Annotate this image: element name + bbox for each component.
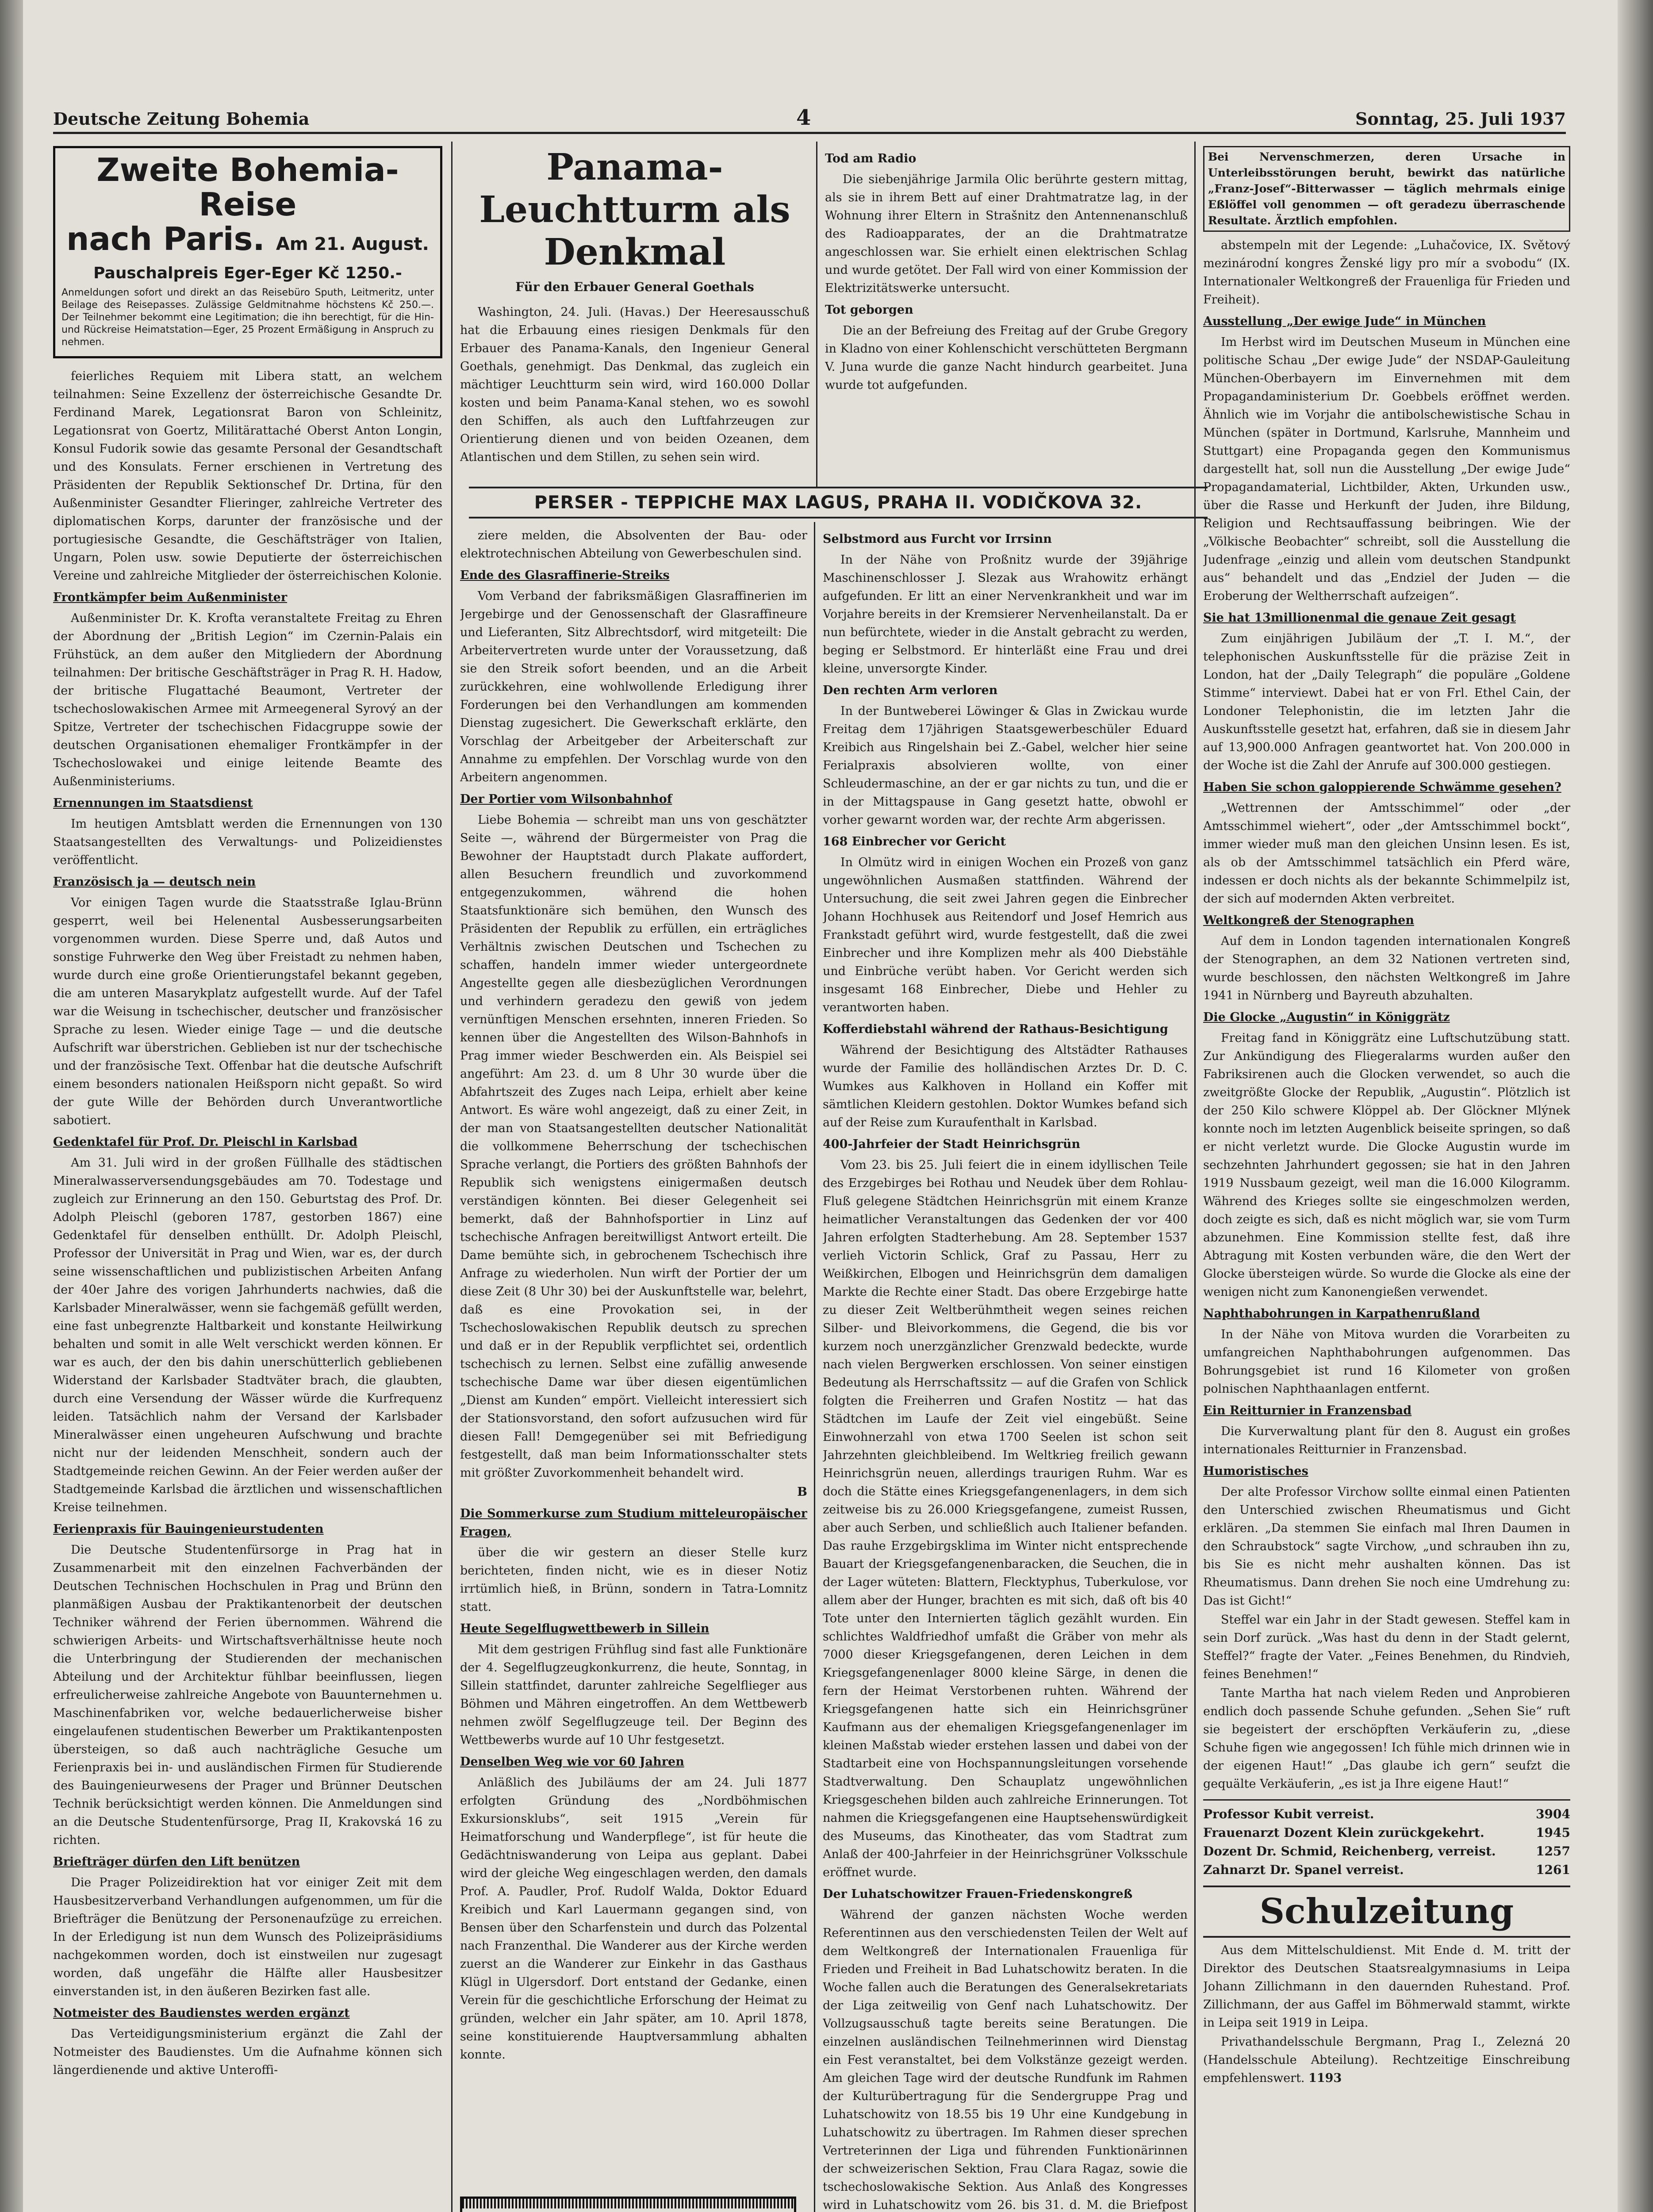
page-number: 4 xyxy=(796,105,811,130)
notice-row xyxy=(1203,1824,1570,1842)
ad-date: Am 21. August. xyxy=(276,234,429,254)
article-text: Aus dem Mittelschuldienst. Mit Ende d. M. tritt der Direktor des Deutschen Staatsrealgymnasiums in Leipa Johann Zillichmann in den dauernden Ruhestand. Prof. Zillichmann, der aus Gaffel im Böhmerwald stammt, wirkte in Leipa seit 1919 in Leipa. xyxy=(1203,1943,1570,2030)
notice-text: Zahnarzt Dr. Spanel verreist. xyxy=(1203,1863,1404,1877)
issue-date: Sonntag, 25. Juli 1937 xyxy=(1355,109,1566,129)
notice-row xyxy=(1203,1861,1570,1879)
article-text: Vom Verband der fabriksmäßigen Glasraffinerien im Jergebirge und der Genossenschaft der Glasraffineure und Lieferanten, Sitz Albrechtsdorf, wird mitgeteilt: Die Arbeitervertreten wurde unter der Voraussetzung, daß sie den Streik sofort beenden, und an die Arbeit zurückkehren, eine wohlwollende Erledigung ihrer Forderungen bei den Verhandlungen am kommenden Dienstag zugesichert. Die Gewerkschaft erklärte, den Vorschlag der Arbeitgeber der Arbeiterschaft zur Annahme zu empfehlen. Der Vorschlag wurde von den Arbeitern angenommen. xyxy=(460,589,807,784)
ad-text: Anmeldungen sofort und direkt an das Reisebüro Sputh, Leitmeritz, unter Beilage des Reisepasses. Zulässige Geldmitnahme höchstens Kč 250.—. Der Teilnehmer bekommt eine Legitimation; die ihn berechtigt, für die Hin- und Rückreise Heimatstation—Eger, 25 Prozent Ermäßigung in Anspruch zu nehmen. xyxy=(61,287,434,348)
notice-number: 1193 xyxy=(1308,2071,1342,2085)
article-heading: Briefträger dürfen den Lift benützen xyxy=(53,1855,300,1869)
article-heading: Heute Segelflugwettbewerb in Sillein xyxy=(460,1622,710,1636)
article-text: Außenminister Dr. K. Krofta veranstaltete Freitag zu Ehren der Abordnung der „British Legion“ im Czernin-Palais ein Frühstück, an dem außer den Mitgliedern der Abordnung teilnahmen: Der britische Geschäftsträger in Prag R. H. Hadow, der britische Flugattaché Beaumont, Vertreter der tschechoslowakischen Armee mit Armeegeneral Syrový an der Spitze, Vertreter der tschechischen Fidacgruppe sowie der deutschen Organisationen ehemaliger Frontkämpfer in der Tschechoslowakei und einige leitende Beamte des Außenministeriums. xyxy=(53,611,442,788)
article-heading: Die Sommerkurse zum Studium mitteleuropäischer Fragen, xyxy=(460,1507,807,1539)
article-text: feierliches Requiem mit Libera statt, an welchem teilnahmen: Seine Exzellenz der österreichische Gesandte Dr. Ferdinand Marek, Legationsrat Baron von Schleinitz, Legationsrat von Goertz, Militärattaché Oberst Anton Longin, Konsul Fudorik sowie das gesamte Personal der Gesandtschaft und des Konsulats. Ferner erschienen in Vertretung des Präsidenten der Republik Sektionschef Dr. Drtina, für den Außenminister Gesandter Flieringer, zahlreiche Vertreter des diplomatischen Korps, darunter der französische und der portugiesische Gesandte, die Geschäftsträger von Italien, Ungarn, Polen usw. sowie Deputierte der österreichischen Vereine und zahlreiche Mitglieder der österreichischen Kolonie. xyxy=(53,369,442,583)
doctor-notices xyxy=(1203,1799,1570,1879)
notice-number: 1261 xyxy=(1536,1863,1570,1877)
article-text: Der alte Professor Virchow sollte einmal einen Patienten den Unterschied zwischen Rheumatismus und Gicht erklären. „Da stemmen Sie einfach mal Ihren Daumen in den Schraubstock“ sagte Virchow, „und schrauben ihn zu, bis Sie es nicht mehr aushalten können. Das ist Rheumatismus. Dann drehen Sie noch eine Umdrehung zu: Das ist Gicht!“ xyxy=(1203,1485,1570,1608)
bitterwasser-ad: Bei Nervenschmerzen, deren Ursache in Unterleibsstörungen beruht, bewirkt das natürliche „Franz-Josef“-Bitterwasser — täglich mehrmals einige Eßlöffel voll genommen — oft geradezu überraschende Resultate. Ärztlich empfohlen. xyxy=(1203,146,1570,232)
scan-right-edge xyxy=(1618,0,1653,2212)
article-text: abstempeln mit der Legende: „Luhačovice, IX. Světový mezinárodní kongres Ženské ligy pro mír a svobodu“ (IX. Internationaler Weltkongreß der Frauenliga für Frieden und Freiheit). xyxy=(1203,238,1570,307)
article-heading: Ferienpraxis für Bauingenieurstudenten xyxy=(53,1522,324,1536)
scan-left-edge xyxy=(0,0,23,2212)
article-heading: Ausstellung „Der ewige Jude“ in München xyxy=(1203,315,1486,328)
ad-title-line2 xyxy=(61,222,434,261)
article-text: Anläßlich des Jubiläums der am 24. Juli 1877 erfolgten Gründung des „Nordböhmischen Exkursionsklubs“, seit 1915 „Verein für Heimatforschung und Wanderpflege“, ist für heute die Gedächtniswanderung von Leipa aus geplant. Dabei wird der gleiche Weg eingeschlagen werden, den damals Prof. A. Paudler, Prof. Rudolf Walda, Doktor Eduard Kreibich und Karl Lauermann gegangen sind, von Bensen über den Scharfenstein und durch das Polzental nach Franzenthal. Die Wanderer aus der Kirche werden zuerst an die Wanderer zur Einkehr in das Gasthaus Klügl in Ulgersdorf. Dort entstand der Gedanke, einen Verein für die geschichtliche Erforschung der Heimat zu gründen, welcher ein Jahr später, am 10. April 1878, seine konstituierende Hauptversammlung abhalten konnte. xyxy=(460,1776,807,2062)
article-text: Washington, 24. Juli. (Havas.) Der Heeresausschuß hat die Erbauung eines riesigen Denkmals für den Erbauer des Panama-Kanals, den Ingenieur General Goethals, genehmigt. Das Denkmal, das zugleich ein mächtiger Leuchtturm sein wird, wird 160.000 Dollar kosten und beim Panama-Kanal stehen, wo es sowohl den Schiffen, als auch den Luftfahrzeugen zur Orientierung dienen und von beiden Ozeanen, dem Atlantischen und dem Stillen, zu sehen sein wird. xyxy=(460,305,809,464)
article-heading: Die Glocke „Augustin“ in Königgrätz xyxy=(1203,1010,1450,1024)
article-text: Die Kurverwaltung plant für den 8. August ein großes internationales Reitturnier in Franzensbad. xyxy=(1203,1425,1570,1456)
masthead-short: Deutsche Zeitung Bohemia xyxy=(53,109,310,129)
box-hatch xyxy=(462,2199,794,2208)
ad-price: Pauschalpreis Eger-Eger Kč 1250.- xyxy=(93,264,402,282)
article-text: Auf dem in London tagenden internationalen Kongreß der Stenographen, an dem 32 Nationen vertreten sind, wurde beschlossen, den nächsten Weltkongreß im Jahre 1941 in Nürnberg und Bayreuth abzuhalten. xyxy=(1203,934,1570,1002)
article-text: ziere melden, die Absolventen der Bau- oder elektrotechnischen Abteilung von Gewerbeschulen sind. xyxy=(460,529,807,561)
article-text: Zum einjährigen Jubiläum der „T. I. M.“, der telephonischen Auskunftsstelle für die präzise Zeit in London, hat der „Daily Telegraph“ die populäre „Goldene Stimme“ interviewt. Dabei hat er von Frl. Ethel Cain, der Londoner Telephonistin, die im letzten Jahr die Auskunftsstelle gesetzt hat, erfahren, daß sie in diesem Jahr auf 13,900.000 Anfragen geantwortet hat. Von 200.000 in der Woche ist die Zahl der Anrufe auf 300.000 gestiegen. xyxy=(1203,632,1570,772)
schulzeitung-heading: Schulzeitung xyxy=(1203,1886,1570,1938)
notice-text: Professor Kubit verreist. xyxy=(1203,1807,1374,1821)
notice-text: Frauenarzt Dozent Klein zurückgekehrt. xyxy=(1203,1825,1484,1840)
article-heading: Kofferdiebstahl während der Rathaus-Besichtigung xyxy=(823,1022,1168,1036)
article-text: Die Deutsche Studentenfürsorge in Prag hat in Zusammenarbeit mit den einzelnen Fachverbänden der Deutschen Technischen Hochschulen in Prag und Brünn den planmäßigen Ausbau der Praktikantenorbeit der deutschen Techniker während der Ferien übernommen. Während die schwierigen Arbeits- und Wirtschaftsverhältnisse heute noch die Unterbringung der Studierenden der mechanischen Abteilung und der Architektur fühlbar beeinflussen, liegen erfreulicherweise zahlreiche Angebote von Bauunternehmen u. Maschinenfabriken vor, welche bedauerlicherweise bisher eingelaufenen studentischen Bewerber um Praktikantenposten übersteigen, so daß auch nachträgliche Gesuche um Ferienpraxis bei in- und ausländischen Firmen für Studierende des Bauingenieurwesens der Prager und Brünner Deutschen Technik berücksichtigt werden können. Die Anmeldungen sind an die Deutsche Studentenfürsorge, Prag II, Krakovská 16 zu richten. xyxy=(53,1543,442,1847)
article-text: Die siebenjährige Jarmila Olic berührte gestern mittag, als sie in ihrem Bett auf einer Drahtmatratze lag, in der Wohnung ihrer Eltern in Strašnitz den Antennenanschluß des Radioapparates, der an die Drahtmatratze angeschlossen war. Sie erhielt einen elektrischen Schlag und wurde getötet. Der Fall wird von einer Kommission der Elektrizitätswerke untersucht. xyxy=(825,173,1188,295)
column-2 xyxy=(460,526,807,2190)
article-heading: Humoristisches xyxy=(1203,1464,1308,1478)
article-text: Im Herbst wird im Deutschen Museum in München eine politische Schau „Der ewige Jude“ der NSDAP-Gauleitung München-Oberbayern im Einvernehmen mit dem Propagandaministerium Dr. Goebbels eröffnet werden. Ähnlich wie im Vorjahr die antibolschewistische Schau in München (später in Dortmund, Karlsruhe, Mannheim und Stuttgart) eine Propaganda gegen den Kommunismus dargestellt hat, soll nun die Ausstellung „Der ewige Jude“ Propagandamaterial, Lichtbilder, Akten, Urkunden usw., über die Rasse und Herkunft der Juden, ihre Bildung, Religion und Rechtsauffassung beibringen. Wie der „Völkische Beobachter“ schreibt, soll die Ausstellung die Judenfrage „einzig und allein vom deutschen Standpunkt aus“ behandelt und das „Endziel der Juden — die Eroberung der Weltherrschaft aufzeigen“. xyxy=(1203,335,1570,603)
article-text: Das Verteidigungsministerium ergänzt die Zahl der Notmeister des Baudienstes. Um die Aufnahme können sich längerdienende und aktive Unteroffi- xyxy=(53,2027,442,2077)
column-2-top xyxy=(460,146,809,482)
advertisers-notice-box xyxy=(460,2197,796,2212)
article-text: In der Nähe von Proßnitz wurde der 39jährige Maschinenschlosser J. Slezak aus Wrahowitz erhängt aufgefunden. Er litt an einer Nervenkrankheit und war im Vorjahre bereits in der Kremsierer Nervenheilanstalt. Da er nun befürchtete, wieder in die Anstalt gebracht zu werden, beging er Selbstmord. Er hinterläßt eine Frau und drei kleine, unversorgte Kinder. xyxy=(823,553,1188,676)
article-text: Freitag fand in Königgrätz eine Luftschutzübung statt. Zur Ankündigung des Fliegeralarms wurden außer den Fabriksirenen auch die Glocken verwendet, so auch die zweitgrößte Glocke der Republik, „Augustin“. Plötzlich ist der 250 Kilo schwere Klöppel ab. Der Glöckner Mlýnek konnte noch im letzten Augenblick beiseite springen, so daß er nicht verletzt wurde. Die Glocke Augustin wurde im sechzehnten Jahrhundert gegossen; sie hat in den Jahren 1919 Nussbaum gezeigt, weil man die 16.000 Kilogramm. Während des Krieges sollte sie eingeschmolzen werden, doch zeigte es sich, daß es nicht möglich war, sie vom Turm abzunehmen. Eine Kommission stellte fest, daß ihre Abtragung mit Kosten verbunden wäre, die den Wert der Glocke übersteigen würde. So wurde die Glocke als eine der wenigen nicht zum Kanonengießen verwendet. xyxy=(1203,1031,1570,1299)
article-heading: Sie hat 13millionenmal die genaue Zeit gesagt xyxy=(1203,611,1516,625)
article-text: In der Buntweberei Löwinger & Glas in Zwickau wurde Freitag dem 17jährigen Staatsgewerbeschüler Eduard Kreibich aus Ringelshain bei Z.-Gabel, welcher hier seine Ferialpraxis absolvieren wollte, von einer Schleudermaschine, an der er gar nichts zu tun, und die er in der Mittagspause in Gang gesetzt hatte, obwohl er vorher gewarnt worden war, der rechte Arm abgerissen. xyxy=(823,704,1188,827)
article-text: „Wettrennen der Amtsschimmel“ oder „der Amtsschimmel wiehert“, oder „der Amtsschimmel bockt“, immer wieder muß man den gleichen Unsinn lesen. Es ist, als ob der Amtsschimmel tatsächlich ein Pferd wäre, indessen er doch nichts als der bekannte Schimmelpilz ist, der sich auf modernden Akten verbreitet. xyxy=(1203,801,1570,906)
article-heading: Den rechten Arm verloren xyxy=(823,684,998,697)
ad-title-line1: Zweite Bohemia-Reise xyxy=(96,151,399,223)
article-text: In der Nähe von Mitova wurden die Vorarbeiten zu umfangreichen Naphthabohrungen aufgenommen. Das Bohrungsgebiet ist rund 16 Kilometer von großen polnischen Naphthaanlagen entfernt. xyxy=(1203,1328,1570,1396)
notice-text: Dozent Dr. Schmid, Reichenberg, verreist. xyxy=(1203,1844,1496,1859)
article-text: über die wir gestern an dieser Stelle kurz berichteten, finden nicht, wie es in dieser Notiz irrtümlich hieß, in Brünn, sondern in Tatra-Lomnitz statt. xyxy=(460,1546,807,1614)
article-heading: Ein Reitturnier in Franzensbad xyxy=(1203,1404,1412,1417)
article-text: Tante Martha hat nach vielem Reden und Anprobieren endlich doch passende Schuhe gefunden. „Sehen Sie“ ruft sie begeistert der erschöpften Verkäuferin zu, „diese Schuhe figen wie angegossen! Ich fühle mich drinnen wie in der eigenen Haut!“ „Das glaube ich gern“ seufzt die gequälte Verkäuferin, „es ist ja Ihre eigene Haut!“ xyxy=(1203,1686,1570,1791)
article-text: Während der ganzen nächsten Woche werden Referentinnen aus den verschiedensten Teilen der Welt auf dem Weltkongreß der Internationalen Frauenliga für Frieden und Freiheit in Bad Luhatschowitz beraten. In die Woche fallen auch die Beratungen des Generalsekretariats der Liga zeitweilig von Genf nach Luhatschowitz. Der Vollzugsausschuß tagte bereits seine Beratungen. Die einzelnen ausländischen Teilnehmerinnen wird Dienstag ein Fest veranstaltet, bei dem Volkstänze gezeigt werden. Am gleichen Tage wird der deutsche Rundfunk im Rahmen der Kulturübertragung für die Sendergruppe Prag und Luhatschowitz von 18.55 bis 19 Uhr eine Kundgebung in Luhatschowitz zu übertragen. Im Rahmen dieser sprechen Vertreterinnen der Liga und führenden Funktionärinnen der schweizerischen Sektion, Frau Clara Ragaz, sowie die tschechoslowakische Sektion. Aus Anlaß des Kongresses wird in Luhatschowitz vom 26. bis 31. d. M. die Briefpost xyxy=(823,1908,1188,2212)
article-heading: Denselben Weg wie vor 60 Jahren xyxy=(460,1755,684,1769)
carpet-ad-banner: PERSER - TEPPICHE MAX LAGUS, PRAHA II. VODIČKOVA 32. xyxy=(469,487,1208,518)
column-rule xyxy=(451,142,453,2212)
column-rule xyxy=(816,142,817,487)
article-text: Während der Besichtigung des Altstädter Rathauses wurde der Familie des holländischen Arztes Dr. D. C. Wumkes aus Kalkhoven in Holland ein Koffer mit sämtlichen Kleidern gestohlen. Doktor Wumkes befand sich auf der Reise zum Kuraufenthalt in Karlsbad. xyxy=(823,1043,1188,1129)
article-text: Im heutigen Amtsblatt werden die Ernennungen von 130 Staatsangestellten des Verwaltungs- und Polizeidienstes veröffentlicht. xyxy=(53,817,442,867)
article-heading: Gedenktafel für Prof. Dr. Pleischl in Karlsbad xyxy=(53,1135,357,1149)
ad-title-line2-text: nach Paris. xyxy=(66,220,265,257)
article-heading: Selbstmord aus Furcht vor Irrsinn xyxy=(823,532,1052,546)
notice-row xyxy=(1203,1842,1570,1861)
notice-number: 3904 xyxy=(1536,1807,1570,1821)
article-heading: Naphthabohrungen in Karpathenrußland xyxy=(1203,1307,1480,1321)
notice-number: 1257 xyxy=(1536,1844,1570,1859)
column-3 xyxy=(823,526,1188,2212)
article-heading: Ende des Glasraffinerie-Streiks xyxy=(460,568,670,582)
column-3-top xyxy=(825,146,1188,482)
article-text: Mit dem gestrigen Frühflug sind fast alle Funktionäre der 4. Segelflugzeugkonkurrenz, die heute, Sonntag, in Sillein stattfindet, darunter zahlreiche Segelflieger aus Böhmen und Mähren eingetroffen. An dem Wettbewerb nehmen zwölf Segelflugzeuge teil. Der Beginn des Wettbewerbs wurde auf 10 Uhr festgesetzt. xyxy=(460,1643,807,1747)
article-text: Steffel war ein Jahr in der Stadt gewesen. Steffel kam in sein Dorf zurück. „Was hast du denn in der Stadt gelernt, Steffel?“ fragte der Vater. „Feines Benehmen, du Rindvieh, feines Benehmen!“ xyxy=(1203,1613,1570,1681)
article-heading: Tod am Radio xyxy=(825,152,917,165)
column-rule xyxy=(1194,142,1196,2212)
article-text: Am 31. Juli wird in der großen Füllhalle des städtischen Mineralwasserversendungsgebäudes am 70. Todestage und zugleich zur Erinnerung an den 150. Geburtstag des Prof. Dr. Adolph Pleischl (geboren 1787, gestorben 1867) eine Gedenktafel für denselben enthüllt. Dr. Adolph Pleischl, Professor der Universität in Prag und Wien, war es, der durch seine wissenschaftlichen und publizistischen Arbeiten Anfang der 40er Jahre des vorigen Jahrhunderts nachwies, daß die Karlsbader Mineralwässer, wenn sie fachgemäß gefüllt werden, eine fast unbegrenzte Haltbarkeit und konstante Heilwirkung behalten und somit in alle Welt verschickt werden können. Er war es auch, der den bis dahin unerschütterlich gebliebenen Widerstand der Karlsbader Stadtväter brach, die glaubten, durch eine Versendung der Wässer würde die Kurfrequenz leiden. Tatsächlich nahm der Versand der Karlsbader Mineralwässer einen ungeheuren Aufschwung und brachte nicht nur der leidenden Menschheit, sondern auch der Stadtgemeinde reichen Gewinn. An der Feier werden außer der Stadtgemeinde Karlsbad die ärztlichen und wissenschaftlichen Kreise teilnehmen. xyxy=(53,1156,442,1514)
article-heading: Französisch ja — deutsch nein xyxy=(53,875,256,889)
article-heading: Der Portier vom Wilsonbahnhof xyxy=(460,792,672,806)
article-heading: 400-Jahrfeier der Stadt Heinrichsgrün xyxy=(823,1137,1081,1151)
article-heading: Frontkämpfer beim Außenminister xyxy=(53,591,288,604)
panama-subheadline: Für den Erbauer General Goethals xyxy=(515,280,754,294)
article-text: Die an der Befreiung des Freitag auf der Grube Gregory in Kladno von einer Kohlenschicht verschütteten Bergmann V. Juna wurde die ganze Nacht hindurch gearbeitet. Juna wurde tot aufgefunden. xyxy=(825,324,1188,392)
article-heading: Tot geborgen xyxy=(825,303,913,317)
notice-row xyxy=(1203,1805,1570,1824)
article-heading: Ernennungen im Staatsdienst xyxy=(53,796,253,810)
notice-number: 1945 xyxy=(1536,1825,1570,1840)
column-4 xyxy=(1203,146,1570,2212)
article-text: In Olmütz wird in einigen Wochen ein Prozeß von ganz ungewöhnlichen Ausmaßen stattfinden. Während der Untersuchung, die seit zwei Jahren gegen die Einbrecher Johann Hochhusek aus Reitendorf und Josef Hemrich aus Frankstadt geführt wird, wurde festgestellt, daß die zwei Einbrecher und ihre Komplizen mehr als 400 Diebstähle und Einbrüche verübt haben. Vor Gericht werden sich insgesamt 168 Einbrecher, Diebe und Hehler zu verantworten haben. xyxy=(823,856,1188,1014)
article-heading: 168 Einbrecher vor Gericht xyxy=(823,835,1006,849)
travel-ad xyxy=(53,146,442,358)
article-signature: B xyxy=(797,1485,807,1499)
article-heading: Haben Sie schon galoppierende Schwämme gesehen? xyxy=(1203,780,1561,794)
panama-headline: Panama-Leuchtturm als Denkmal xyxy=(479,146,790,273)
article-text: Vor einigen Tagen wurde die Staatsstraße Iglau-Brünn gesperrt, weil bei Helenental Ausbesserungsarbeiten vorgenommen wurden. Diese Sperre und, daß Autos und sonstige Fuhrwerke den Weg über Freistadt zu nehmen haben, wurde durch eine große Orientierungstafel bekannt gegeben, die am unteren Masarykplatz aufgestellt wurde. Auf der Tafel war die Weisung in tschechischer, deutscher und französischer Sprache zu lesen. Wieder einige Tage — und die deutsche Aufschrift war überstrichen. Geblieben ist nur der tschechische und der französische Text. Offenbar hat die deutsche Aufschrift einem besonders nationalen Heißsporn nicht gepaßt. So wird der gute Wille der Behörden durch Unverantwortliche sabotiert. xyxy=(53,896,442,1127)
article-text-span: Privathandelsschule Bergmann, Prag I., Zelezná 20 (Handelsschule Abteilung). Rechtzeitige Einschreibung empfehlenswert. xyxy=(1203,2035,1570,2085)
running-head xyxy=(53,105,1566,134)
article-heading: Der Luhatschowitzer Frauen-Friedenskongreß xyxy=(823,1887,1133,1901)
article-heading: Weltkongreß der Stenographen xyxy=(1203,914,1414,927)
article-text xyxy=(1203,2033,1570,2087)
article-text: Vom 23. bis 25. Juli feiert die in einem idyllischen Teile des Erzgebirges bei Rothau und Neudek über dem Rohlau-Fluß gelegene Städtchen Heinrichsgrün mit einem Kranze heimatlicher Veranstaltungen das Gedenken der vor 400 Jahren erfolgten Stadterhebung. Am 28. September 1537 verlieh Victorin Schlick, Graf zu Passau, Herr zu Weißkirchen, Elbogen und Heinrichsgrün dem damaligen Markte die Rechte einer Stadt. Das obere Erzgebirge hatte zu dieser Zeit Weltberühmtheit wegen seines reichen Silber- und Bleivorkommens, die Gegend, die bis vor kurzem noch unerzgänzlicher Grenzwald bedeckte, wurde nach vielen Bergwerken erschlossen. Von seiner einstigen Bedeutung als Herrschaftssitz — auf die Grafen von Schlick folgten die Freiherren und Grafen Nostitz — hat das Städtchen im Laufe der Zeit viel eingebüßt. Seine Einwohnerzahl von etwa 1700 Seelen ist schon seit Jahrzehnten gleichbleibend. Im Weltkrieg freilich gewann Heinrichsgrün neuen, allerdings traurigen Ruhm. War es doch die Stätte eines Kriegsgefangenenlagers, in dem sich zeitweise bis zu 26.000 Kriegsgefangene, zumeist Russen, aber auch Serben, und schließlich auch Italiener befanden. Das rauhe Erzgebirgsklima im Winter nicht entsprechende Bauart der Kriegsgefangenenbaracken, die Seuchen, die in der Lager wüteten: Blattern, Flecktyphus, Tuberkulose, vor allem aber der Hunger, brachten es mit sich, daß oft bis 40 Tote unter den Internierten täglich gezählt wurden. Ein schlichtes Waldfriedhof umfaßt die Gräber von mehr als 7000 dieser Kriegsgefangenen, deren Leichen in dem Kriegsgefangenenlager 8000 kleine Särge, in denen die fern der Heimat Verstorbenen ruhten. Während der Kriegsgefangenen hatte sich ein Heinrichsgrüner Kaufmann aus der ehemaligen Kriegsgefangenenlager im kleinen Maßstab wieder erstehen lassen und dabei von der Stadtarbeit eine von Hochspannungsleitungen vorsehende Stadtverwaltung. Den Schauplatz ungewöhnlichen Kriegsgeschehen bilden auch zahlreiche Erinnerungen. Tot nahmen die Kriegsgefangenen eine Hauptsehenswürdigkeit des Museums, das Kinotheater, das vom Stadtrat zum Anlaß der 400-Jahrfeier in der Heinrichsgrüner Volksschule eröffnet wurde. xyxy=(823,1158,1188,1879)
column-rule xyxy=(814,522,815,2212)
article-text: Liebe Bohemia — schreibt man uns von geschätzter Seite —, während der Bürgermeister von Prag die Bewohner der Hauptstadt durch Plakate auffordert, allen Besuchern freundlich und zuvorkommend entgegenzukommen, während die hohen Staatsfunktionäre sich bemühen, den Wunsch des Präsidenten der Republik zu erfüllen, ein erträgliches Verhältnis zwischen Deutschen und Tschechen zu schaffen, handeln immer wieder untergeordnete Angestellte gegen alle diesbezüglichen Verordnungen und verhindern geradezu den gewiß von jedem vernünftigen Menschen ersehnten, inneren Frieden. So kennen über die Angestellten des Wilson-Bahnhofs in Prag immer wieder Beschwerden ein. Als Beispiel sei angeführt: Am 23. d. um 8 Uhr 30 wurde über die Abfahrtszeit des Zuges nach Leipa, erhielt aber keine Antwort. Es wäre wohl angezeigt, daß zu einer Zeit, in der man von Staatsangestellten deutscher Nationalität die vollkommene Beherrschung der tschechischen Sprache verlangt, die Portiers des größten Bahnhofs der Republik sich wenigstens einigermaßen deutsch verständigen könnten. Bei dieser Gelegenheit sei bemerkt, daß der Bahnhofsportier in Linz auf tschechische Anfragen bereitwilligst Antwort erteilt. Die Dame bemühte sich, in gebrochenem Tschechisch ihre Anfrage zu wiederholen. Nun wirft der Portier der um diese Zeit (8 Uhr 30) bei der Auskunftstelle war, belehrt, daß es eine Provokation sei, in der Tschechoslowakischen Republik deutsch zu sprechen und daß er in der Republik verpflichtet sei, ordentlich tschechisch zu lernen. Selbst eine zufällig anwesende tschechische Dame war über diesen eigentümlichen „Dienst am Kunden“ empört. Vielleicht interessiert sich der Stationsvorstand, den sofort aufzusuchen wird für diesen Fall! Demgegenüber sei mit Befriedigung festgestellt, daß man beim Informationsschalter stets mit größter Zuvorkommenheit behandelt wird. xyxy=(460,813,807,1480)
column-1 xyxy=(53,146,442,2212)
article-text: Die Prager Polizeidirektion hat vor einiger Zeit mit dem Hausbesitzerverband Verhandlungen aufgenommen, um für die Briefträger die Benützung der Personenaufzüge zu erreichen. In der Erledigung ist nun dem Wunsch des Polizeipräsidiums nachgekommen worden, doch ist einstweilen nur zugesagt worden, daß ungefähr die Hälfte aller Hausbesitzer einverstanden ist, in den äußeren Bezirken fast alle. xyxy=(53,1876,442,1998)
article-heading: Notmeister des Baudienstes werden ergänzt xyxy=(53,2006,350,2020)
